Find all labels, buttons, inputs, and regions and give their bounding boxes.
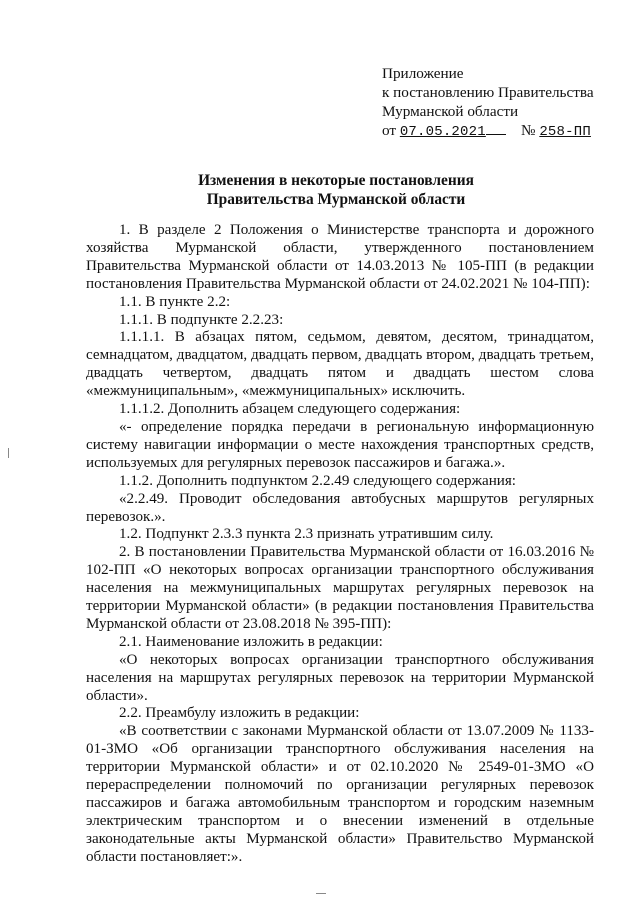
appendix-date-line <box>382 121 622 142</box>
title-line-1: Изменения в некоторые постановления <box>198 172 474 189</box>
appendix-block <box>382 64 622 142</box>
number-prefix: № <box>521 122 536 139</box>
paragraph-1-1: 1.1. В пункте 2.2: <box>119 293 231 310</box>
paragraph-quote-title: «О некоторых вопросах организации транспортного обслуживания населения на маршрутах регулярных перевозок на территории Мурманской области». <box>86 651 594 704</box>
paragraph-2-1: 2.1. Наименование изложить в редакции: <box>119 633 383 650</box>
scan-bottom-mark <box>316 893 326 894</box>
paragraph-quote-navigation: «- определение порядка передачи в региональную информационную систему навигации информации о месте нахождения транспортных средств, используемых для регулярных перевозок пассажиров и багажа.». <box>86 418 594 471</box>
paragraph-2-2: 2.2. Преамбулу изложить в редакции: <box>119 705 360 722</box>
scan-edge-mark <box>8 448 9 458</box>
document-body <box>86 222 594 867</box>
paragraph-1: 1. В разделе 2 Положения о Министерстве транспорта и дорожного хозяйства Мурманской области, утвержденного постановлением Правительства Мурманской области от 14.03.2013 № 105-ПП (в редакции постановления Правительства Мурманской области от 24.02.2021 № 104-ПП): <box>86 222 594 292</box>
appendix-line-1: Приложение <box>382 65 464 82</box>
paragraph-2: 2. В постановлении Правительства Мурманской области от 16.03.2016 № 102-ПП «О некоторых вопросах организации транспортного обслуживания населения на межмуниципальных маршрутах регулярных перевозок на территории Мурманской области» (в редакции постановления Правительства Мурманской области от 23.08.2018 № 395-ПП): <box>86 544 594 632</box>
date-prefix: от <box>382 122 397 139</box>
appendix-line-2: к постановлению Правительства <box>382 84 594 101</box>
paragraph-1-1-1-1: 1.1.1.1. В абзацах пятом, седьмом, девятом, десятом, тринадцатом, семнадцатом, двадцатом, двадцать первом, двадцать втором, двадцать третьем, двадцать четвертом, двадцать пятом и двадцать шестом слова «межмуниципальным», «межмуниципальных» исключить. <box>86 329 594 400</box>
paragraph-1-2: 1.2. Подпункт 2.3.3 пункта 2.3 признать утратившим силу. <box>119 526 494 543</box>
date-value: 07.05.2021 <box>399 124 486 140</box>
appendix-line-3: Мурманской области <box>382 103 519 120</box>
paragraph-quote-preamble: «В соответствии с законами Мурманской области от 13.07.2009 № 1133-01-ЗМО «Об организации транспортного обслуживания населения на территории Мурманской области» и от 02.10.2020 № 2549-01-ЗМО «О перераспределении полномочий по организации регулярных перевозок пассажиров и багажа автомобильным транспортом и городским наземным электрическим транспортом и о внесении изменений в отдельные законодательные акты Мурманской области» Правительство Мурманской области постановляет:». <box>86 723 594 865</box>
paragraph-1-1-1-2: 1.1.1.2. Дополнить абзацем следующего содержания: <box>119 401 461 418</box>
document-title <box>86 171 586 209</box>
paragraph-quote-2-2-49: «2.2.49. Проводит обследования автобусных маршрутов регулярных перевозок.». <box>86 490 594 525</box>
number-value: 258-ПП <box>539 124 591 140</box>
title-line-2: Правительства Мурманской области <box>206 191 466 208</box>
paragraph-1-1-2: 1.1.2. Дополнить подпунктом 2.2.49 следующего содержания: <box>119 472 516 489</box>
date-underline <box>486 122 506 135</box>
paragraph-1-1-1: 1.1.1. В подпункте 2.2.23: <box>119 311 284 328</box>
